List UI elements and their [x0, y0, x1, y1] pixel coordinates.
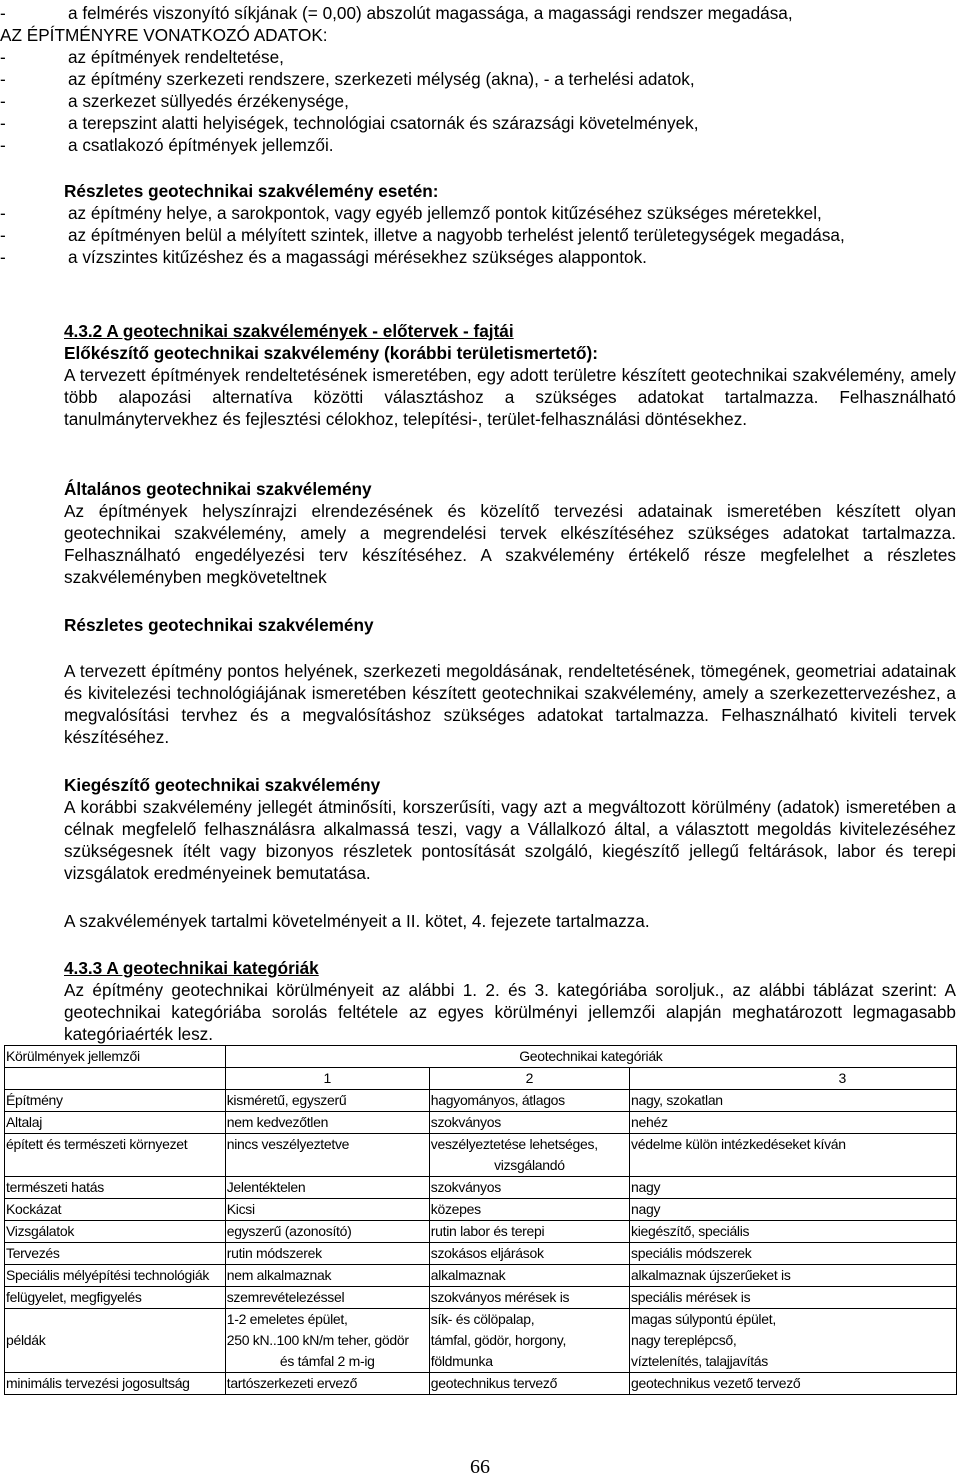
category-3: 3: [630, 1068, 957, 1090]
table-row: felügyelet, megfigyelés szemrevételezéssel szokványos mérések is speciális mérések is: [5, 1287, 957, 1309]
tartalmi-text: A szakvélemények tartalmi követelményeit a II. kötet, 4. fejezete tartalmazza.: [64, 911, 650, 931]
altalanos-heading: Általános geotechnikai szakvélemény: [64, 479, 372, 499]
page-number: 66: [470, 1456, 490, 1478]
reszletes-heading: Részletes geotechnikai szakvélemény: [64, 615, 374, 635]
reszletes-body: [64, 660, 956, 748]
list-item: - az építmény helye, a sarokpontok, vagy egyéb jellemző pontok kitűzéséhez szükséges méretekkel,: [0, 203, 822, 223]
section-433: [64, 957, 956, 1045]
kiegeszito-text: A korábbi szakvélemény jellegét átminősíti, korszerűsíti, vagy azt a megváltozott körülmény (adatok) ismeretében a célnak megfelelő felhasználásra alkalmassá teszi, vagy a Vállalkozó által, a választott megoldás kivitelezéséhez szükségesnek ítélt vagy bizonyos részletek pontosítását szolgáló, kiegészítő jellegű feltárások, labor és terepi vizsgálatok eredményeinek bemutatása.: [64, 797, 956, 883]
kiegeszito-section: [64, 774, 956, 884]
reszletes-eseten-section: [64, 180, 956, 202]
reszletes-text: A tervezett építmény pontos helyének, szerkezeti megoldásának, rendeltetésének, tömegének, geometriai adatainak és kivitelezési technológiájának ismeretében készített geotechnikai szakvélemény, amely a szerkezettervezéshez, a megvalósítási tervhez és a megvalósításhoz szükséges adatokat tartalmazza. Felhasználható kiviteli tervek készítéséhez.: [64, 661, 956, 747]
category-2: 2: [429, 1068, 629, 1090]
list-item: - a csatlakozó építmények jellemzői.: [0, 135, 334, 155]
table-row-peldak: példák 1-2 emeletes épület, 250 kN..100 kN/m teher, gödör és támfal 2 m-ig sík- és cölöpalap, támfal, gödör, horgony, földmunka magas súlypontú épület, nagy tereplépcső, víztelenítés, talajjavítás: [5, 1309, 957, 1373]
table-row: Kockázat Kicsi közepes nagy: [5, 1199, 957, 1221]
list-item: - az építmény szerkezeti rendszere, szerkezeti mélység (akna), - a terhelési adatok,: [0, 69, 695, 89]
top-section: [0, 2, 956, 156]
section-432: [64, 320, 956, 430]
table-row: épített és természeti környezet nincs veszélyeztetve veszélyeztetése lehetséges, vizsgálandó védelme külön intézkedéseket kíván: [5, 1134, 957, 1177]
table-row: Építmény kisméretű, egyszerű hagyományos, átlagos nagy, szokatlan: [5, 1090, 957, 1112]
altalanos-section: [64, 478, 956, 588]
list-item: - az építményen belül a mélyített szintek, illetve a nagyobb terhelést jelentő területegységek megadása,: [0, 225, 845, 245]
elokeszito-heading: Előkészítő geotechnikai szakvélemény (korábbi területismertető):: [64, 343, 598, 363]
table-row: Speciális mélyépítési technológiák nem alkalmaznak alkalmaznak alkalmaznak újszerűeket is: [5, 1265, 957, 1287]
section-433-title: 4.3.3 A geotechnikai kategóriák: [64, 958, 319, 978]
reszletes-section: [64, 614, 956, 636]
table-row-jogosultsag: minimális tervezési jogosultság tartószerkezeti ervező geotechnikus tervező geotechnikus vezető tervező: [5, 1373, 957, 1395]
list-dash: -: [0, 3, 6, 23]
table-row: természeti hatás Jelentéktelen szokványos nagy: [5, 1177, 957, 1199]
list-item: - a szerkezet süllyedés érzékenysége,: [0, 91, 349, 111]
list-item: - a terepszint alatti helyiségek, technológiai csatornák és szárazsági követelmények,: [0, 113, 699, 133]
category-table: [4, 1045, 957, 1395]
header-group: Geotechnikai kategóriák: [225, 1046, 956, 1068]
table-row: Tervezés rutin módszerek szokásos eljárások speciális módszerek: [5, 1243, 957, 1265]
reszletes-eseten-list: [0, 202, 956, 268]
table-category-row: [5, 1068, 957, 1090]
tartalmi-section: [64, 910, 956, 932]
reszletes-eseten-heading: Részletes geotechnikai szakvélemény esetén:: [64, 181, 439, 201]
altalanos-text: Az építmények helyszínrajzi elrendezésének és közelítő tervezési adatainak ismeretében készített olyan geotechnikai szakvélemény, amely a megrendelési tervek elkészítéséhez szükséges adatokat tartalmazza. Felhasználható engedélyezési terv készítéséhez. A szakvélemény értékelő része megfelelhet a részletes szakvéleményben megköveteltnek: [64, 501, 956, 587]
table-row: Altalaj nem kedvezőtlen szokványos nehéz: [5, 1112, 957, 1134]
header-left: Körülmények jellemzői: [5, 1046, 226, 1068]
kategoriak-text: Az építmény geotechnikai körülményeit az alábbi 1. 2. és 3. kategóriába soroljuk., az alábbi táblázat szerint: A geotechnikai kategóriába sorolás feltétele az egyes körülményi jellemzői alapján meghatározott legmagasabb kategóriaérték lesz.: [64, 980, 956, 1044]
list-item: - a felmérés viszonyító síkjának (= 0,00) abszolút magassága, a magassági rendszer megadása,: [0, 3, 793, 23]
section-heading: AZ ÉPÍTMÉNYRE VONATKOZÓ ADATOK:: [0, 25, 328, 45]
list-item: - az építmények rendeltetése,: [0, 47, 284, 67]
kiegeszito-heading: Kiegészítő geotechnikai szakvélemény: [64, 775, 381, 795]
table-row: Vizsgálatok egyszerű (azonosító) rutin labor és terepi kiegészítő, speciális: [5, 1221, 957, 1243]
section-432-title: 4.3.2 A geotechnikai szakvélemények - előtervek - fajtái: [64, 321, 514, 341]
elokeszito-text: A tervezett építmények rendeltetésének ismeretében, egy adott területre készített geotechnikai szakvélemény, amely több alapozási alternatíva közötti választáshoz a szükséges adatokat tartalmazza. Felhasználható tanulmánytervekhez és fejlesztési célokhoz, telepítési-, terület-felhasználási döntésekhez.: [64, 365, 956, 429]
category-1: 1: [225, 1068, 429, 1090]
list-item: - a vízszintes kitűzéshez és a magassági mérésekhez szükséges alappontok.: [0, 247, 647, 267]
table-header-row: [5, 1046, 957, 1068]
